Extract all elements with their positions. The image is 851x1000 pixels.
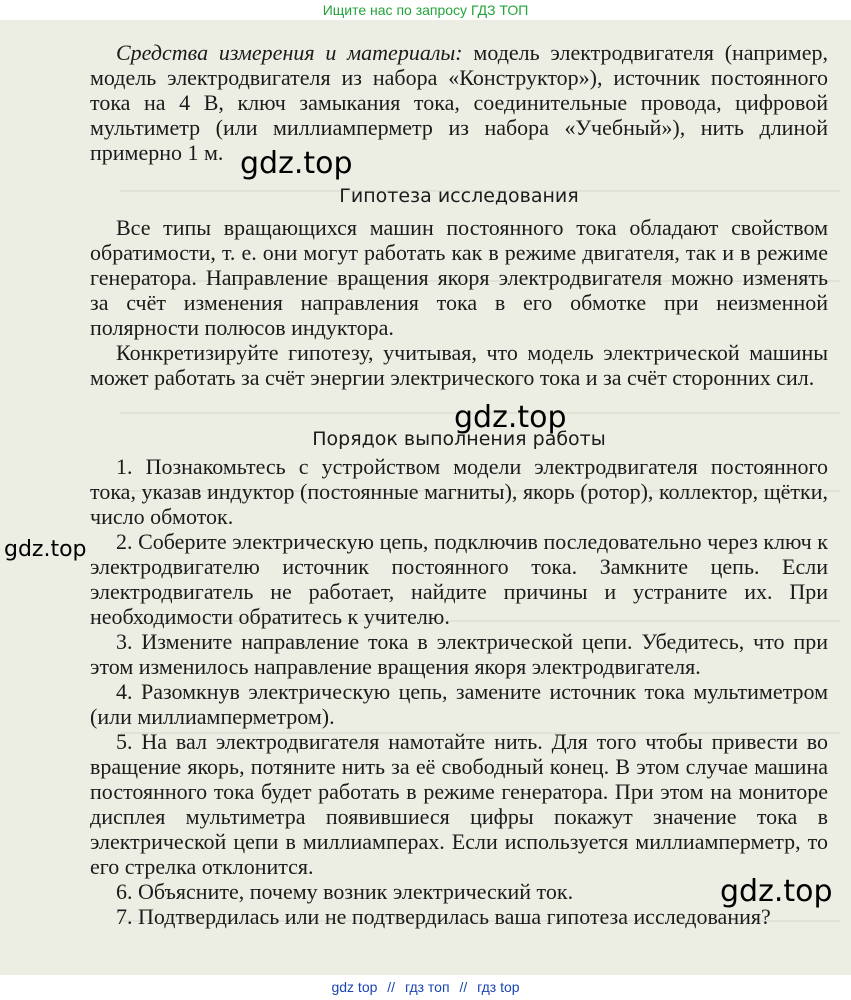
procedure-steps [90,454,828,929]
hypothesis-paragraph-2: Конкретизируйте гипотезу, учитывая, что модель электрической машины может работать за счёт энергии электрического тока и за счёт сторонних сил. [90,340,828,390]
procedure-step: 7. Подтвердилась или не подтвердилась ваша гипотеза исследования? [116,904,771,929]
hypothesis-paragraph-1: Все типы вращающихся машин постоянного тока обладают свойством обратимости, т. е. они могут работать как в режиме двигателя, так и в режиме генератора. Направление вращения якоря электродвигателя можно изменять за счёт изменения направления тока в его обмотке при неизменной полярности полюсов индуктора. [90,215,828,340]
watermark: gdz.top [454,400,567,435]
materials-text: модель электродвигателя (например, модель электродвигателя из набора «Конструктор»), источник постоянного тока на 4 В, ключ замыкания тока, соединительные провода, цифровой мультиметр (или миллиамперметр из набора «Учебный»), нить длиной примерно 1 м. [90,40,828,165]
footer-link[interactable]: gdz top [331,979,378,995]
textbook-page [0,20,851,975]
procedure-step: 4. Разомкнув электрическую цепь, замените источник тока мультиметром (или миллиамперметром). [90,679,828,729]
procedure-step: 6. Объясните, почему возник электрический ток. [116,879,574,904]
procedure-step: 5. На вал электродвигателя намотайте нить. Для того чтобы привести во вращение якорь, потяните нить за её свободный конец. В этом случае машина постоянного тока будет работать в режиме генератора. При этом на мониторе дисплея мультиметра появившиеся цифры покажут значение тока в электрической цепи в миллиамперах. Если используется миллиамперметр, то его стрелка отклонится. [90,729,828,879]
footer-link[interactable]: гдз top [477,979,520,995]
footer-link[interactable]: гдз топ [404,979,450,995]
footer-separator: // [387,979,396,995]
procedure-step: 3. Измените направление тока в электрической цепи. Убедитесь, что при этом изменилось направление вращения якоря электродвигателя. [90,629,828,679]
materials-lead: Средства измерения и материалы: [116,40,463,65]
top-banner-text: Ищите нас по запросу ГДЗ ТОП [322,2,529,18]
page-content [90,40,828,929]
procedure-step: 1. Познакомьтесь с устройством модели электродвигателя постоянного тока, указав индуктор (постоянные магниты), якорь (ротор), коллектор, щётки, число обмоток. [90,454,828,529]
procedure-step: 2. Соберите электрическую цепь, подключив последовательно через ключ к электродвигателю источник постоянного тока. Замкните цепь. Если электродвигатель не работает, найдите причины и устраните их. При необходимости обратитесь к учителю. [90,529,828,629]
materials-paragraph [90,40,828,165]
watermark: gdz.top [720,874,833,909]
top-banner [0,0,851,20]
watermark: gdz.top [4,537,87,562]
watermark: gdz.top [240,146,353,181]
footer-separator: // [459,979,468,995]
procedure-heading: Порядок выполнения работы [312,428,606,450]
footer-links [0,975,851,1000]
hypothesis-heading: Гипотеза исследования [339,185,579,207]
